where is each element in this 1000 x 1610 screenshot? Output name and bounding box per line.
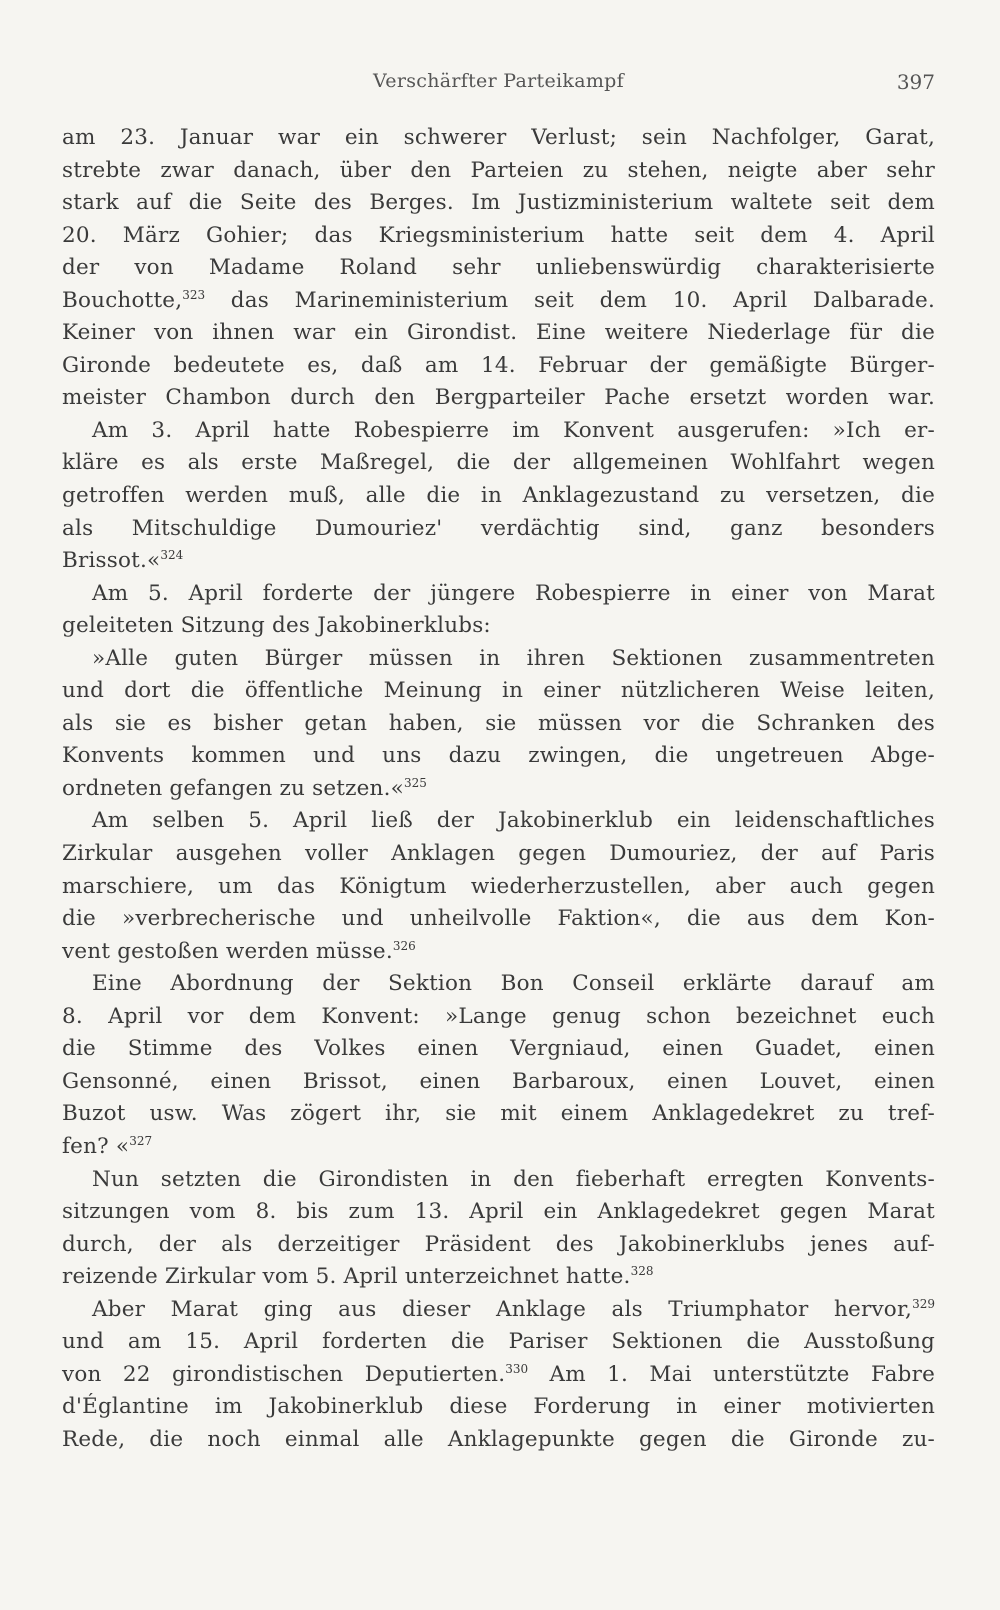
text-line (62, 1164, 935, 1197)
footnote-marker: 327 (129, 1133, 153, 1148)
line-text: Bouchotte, (62, 287, 183, 313)
line-text: kläre es als erste Maßregel, die der allgemeinen Wohlfahrt wegen (62, 450, 935, 476)
text-line (62, 708, 935, 741)
line-text: Nun setzten die Girondisten in den fieberhaft erregten Konvents- (92, 1166, 935, 1192)
line-text: Gironde bedeutete es, daß am 14. Februar der gemäßigte Bürger- (62, 352, 935, 378)
line-text: meister Chambon durch den Bergparteiler Pache ersetzt worden war. (62, 385, 935, 411)
text-line (62, 675, 935, 708)
line-text: der von Madame Roland sehr unliebenswürdig charakterisierte (62, 255, 935, 281)
text-line (62, 187, 935, 220)
line-text: von 22 girondistischen Deputierten. (62, 1361, 506, 1387)
line-text: reizende Zirkular vom 5. April unterzeichnet hatte. (62, 1264, 631, 1290)
text-line (62, 220, 935, 253)
text-line (62, 1229, 935, 1262)
line-text: Eine Abordnung der Sektion Bon Conseil erklärte darauf am (92, 971, 935, 997)
text-line (62, 252, 935, 285)
text-line (62, 1131, 935, 1164)
text-line (62, 1359, 935, 1392)
text-line (62, 447, 935, 480)
line-text: Buzot usw. Was zögert ihr, sie mit einem Anklagedekret zu tref- (62, 1101, 935, 1127)
line-text: durch, der als derzeitiger Präsident des Jakobinerklubs jenes auf- (62, 1231, 935, 1257)
line-text: stark auf die Seite des Berges. Im Justizministerium waltete seit dem (62, 190, 935, 216)
footnote-marker: 330 (505, 1361, 529, 1376)
text-line (62, 578, 935, 611)
line-text: Keiner von ihnen war ein Girondist. Eine weitere Niederlage für die (62, 320, 935, 346)
text-line (62, 903, 935, 936)
text-line (62, 1391, 935, 1424)
text-line (62, 513, 935, 546)
text-line (62, 545, 935, 578)
line-text: Zirkular ausgehen voller Anklagen gegen Dumouriez, der auf Paris (62, 841, 935, 867)
text-line (62, 1294, 935, 1327)
line-text: und dort die öffentliche Meinung in einer nützlicheren Weise leiten, (62, 678, 935, 704)
line-text: Brissot.« (62, 548, 161, 574)
line-text: am 23. Januar war ein schwerer Verlust; sein Nachfolger, Garat, (62, 125, 935, 150)
footnote-marker: 328 (630, 1264, 654, 1279)
footnote-marker: 323 (182, 287, 206, 302)
line-text: als sie es bisher getan haben, sie müssen vor die Schranken des (62, 710, 935, 736)
text-line (62, 1001, 935, 1034)
text-line (62, 805, 935, 838)
text-line (62, 871, 935, 904)
footnote-marker: 326 (392, 938, 416, 953)
text-line (62, 1033, 935, 1066)
text-line (62, 350, 935, 383)
text-line (62, 643, 935, 676)
line-text: geleiteten Sitzung des Jakobinerklubs: (62, 613, 491, 639)
line-text: und am 15. April forderten die Pariser Sektionen die Ausstoßung (62, 1329, 935, 1355)
line-text: d'Églantine im Jakobinerklub diese Forderung in einer motivierten (62, 1394, 935, 1420)
line-text: ordneten gefangen zu setzen.« (62, 775, 404, 801)
line-text: Am selben 5. April ließ der Jakobinerklub ein leidenschaftliches (92, 808, 935, 834)
page-number: 397 (896, 70, 935, 94)
footnote-marker: 329 (912, 1296, 935, 1311)
text-line (62, 415, 935, 448)
text-line (62, 773, 935, 806)
line-text: Am 3. April hatte Robespierre im Konvent ausgerufen: »Ich er- (92, 417, 935, 443)
line-text: 8. April vor dem Konvent: »Lange genug schon bezeichnet euch (62, 1003, 935, 1029)
text-line (62, 838, 935, 871)
text-line (62, 610, 935, 643)
text-line (62, 317, 935, 350)
text-line (62, 382, 935, 415)
line-text: als Mitschuldige Dumouriez' verdächtig sind, ganz besonders (62, 515, 935, 541)
line-text: die Stimme des Volkes einen Vergniaud, einen Guadet, einen (62, 1036, 935, 1062)
text-line (62, 122, 935, 155)
line-text: Am 5. April forderte der jüngere Robespierre in einer von Marat (92, 580, 935, 606)
line-text: Aber Marat ging aus dieser Anklage als Triumphator hervor, (92, 1296, 913, 1322)
line-text: marschiere, um das Königtum wiederherzustellen, aber auch gegen (62, 873, 935, 899)
line-text-continued: das Marineministerium seit dem 10. April Dalbarade. (205, 287, 935, 313)
line-text: »Alle guten Bürger müssen in ihren Sektionen zusammentreten (92, 645, 935, 671)
text-line (62, 740, 935, 773)
line-text: die »verbrecherische und unheilvolle Faktion«, die aus dem Kon- (62, 906, 935, 932)
text-line (62, 1066, 935, 1099)
text-line (62, 936, 935, 969)
text-line (62, 285, 935, 318)
line-text: getroffen werden muß, alle die in Anklagezustand zu versetzen, die (62, 483, 935, 509)
text-line (62, 1196, 935, 1229)
text-line (62, 968, 935, 1001)
page-header (62, 70, 935, 100)
footnote-marker: 325 (403, 775, 427, 790)
text-line (62, 155, 935, 188)
line-text: Rede, die noch einmal alle Anklagepunkte gegen die Gironde zu- (62, 1426, 935, 1452)
running-head: Verschärfter Parteikampf (373, 70, 624, 92)
body-text (62, 122, 935, 1456)
text-line (62, 1261, 935, 1294)
text-line (62, 1098, 935, 1131)
text-line (62, 1326, 935, 1359)
footnote-marker: 324 (160, 548, 184, 563)
line-text: Konvents kommen und uns dazu zwingen, die ungetreuen Abge- (62, 743, 935, 769)
line-text: strebte zwar danach, über den Parteien zu stehen, neigte aber sehr (62, 157, 935, 183)
line-text: sitzungen vom 8. bis zum 13. April ein Anklagedekret gegen Marat (62, 1199, 935, 1225)
line-text-continued: Am 1. Mai unterstützte Fabre (528, 1361, 935, 1387)
text-line (62, 1424, 935, 1457)
text-line (62, 480, 935, 513)
line-text: 20. März Gohier; das Kriegsministerium hatte seit dem 4. April (62, 222, 935, 248)
line-text: vent gestoßen werden müsse. (62, 938, 393, 964)
line-text: Gensonné, einen Brissot, einen Barbaroux, einen Louvet, einen (62, 1068, 935, 1094)
line-text: fen? « (62, 1133, 130, 1159)
